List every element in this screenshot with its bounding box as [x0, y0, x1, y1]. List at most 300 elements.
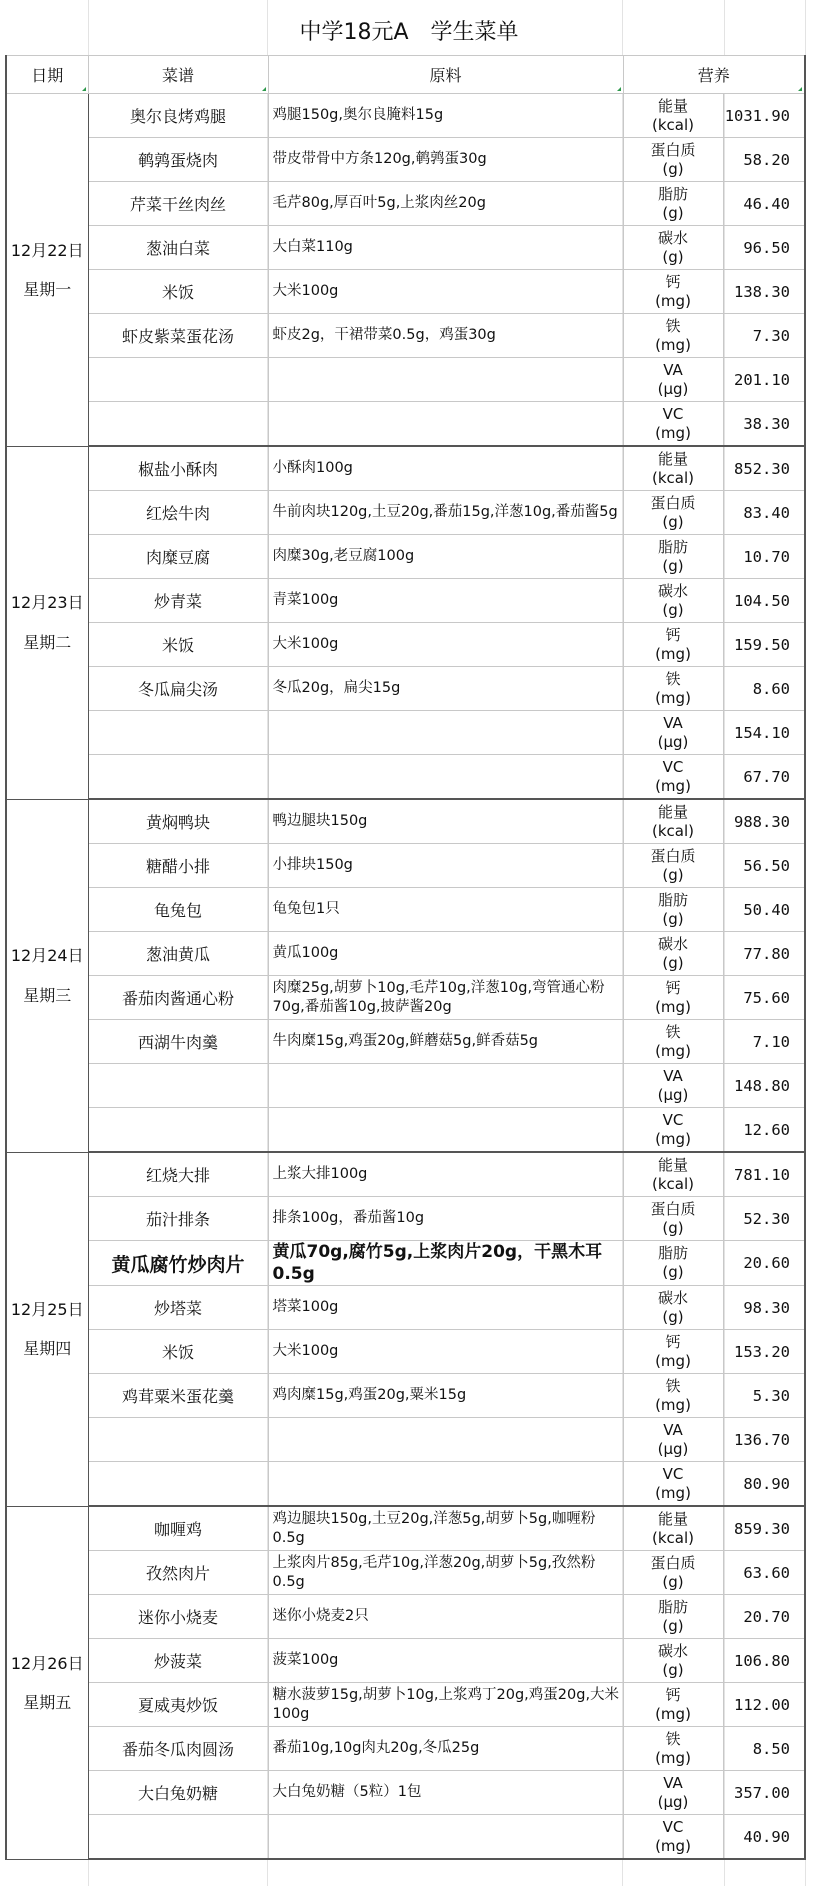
dish-cell[interactable]: 米饭 — [88, 270, 268, 314]
date-label: 12月26日 — [10, 1653, 84, 1673]
nutrient-value-cell[interactable]: 56.50 — [723, 844, 805, 888]
nutrient-label-cell[interactable] — [623, 535, 723, 579]
ingredient-cell[interactable]: 塔菜100g — [268, 1286, 623, 1330]
dish-cell[interactable] — [88, 1418, 268, 1462]
nutrient-value-cell[interactable]: 852.30 — [723, 446, 805, 491]
nutrient-label-cell[interactable] — [623, 579, 723, 623]
ingredient-cell[interactable]: 黄瓜100g — [268, 932, 623, 976]
ingredient-cell[interactable] — [268, 1462, 623, 1507]
nutrient-unit: (g) — [662, 1307, 684, 1326]
table-row — [6, 358, 805, 402]
nutrient-name: 碳水 — [657, 1288, 688, 1307]
nutrient-unit: (kcal) — [652, 115, 694, 134]
ingredient-cell[interactable] — [268, 1064, 623, 1108]
nutrient-value-cell[interactable]: 148.80 — [723, 1064, 805, 1108]
nutrient-unit: (g) — [662, 556, 684, 575]
nutrient-name: VA — [663, 1773, 683, 1792]
dish-cell[interactable] — [88, 755, 268, 800]
nutrient-unit: (μg) — [657, 732, 689, 751]
nutrient-label-cell[interactable] — [623, 1815, 723, 1860]
date-cell[interactable] — [6, 446, 88, 799]
table-row — [6, 623, 805, 667]
weekday-label: 星期四 — [23, 1339, 72, 1359]
ingredient-cell[interactable] — [268, 755, 623, 800]
ingredient-cell[interactable]: 牛前肉块120g,土豆20g,番茄15g,洋葱10g,番茄酱5g — [268, 491, 623, 535]
dish-cell[interactable]: 芹菜干丝肉丝 — [88, 182, 268, 226]
nutrient-value-cell[interactable]: 38.30 — [723, 402, 805, 447]
nutrient-name: 钙 — [665, 978, 681, 997]
nutrient-name: 钙 — [665, 625, 681, 644]
nutrient-name: 钙 — [665, 1332, 681, 1351]
date-cell[interactable] — [6, 1152, 88, 1506]
nutrient-name: VC — [662, 1817, 684, 1836]
date-label: 12月23日 — [10, 593, 84, 613]
nutrient-unit: (mg) — [655, 1483, 691, 1502]
nutrient-value-cell[interactable]: 104.50 — [723, 579, 805, 623]
ingredient-cell[interactable]: 鸭边腿块150g — [268, 799, 623, 844]
nutrient-label-cell[interactable] — [623, 182, 723, 226]
dish-cell[interactable]: 番茄冬瓜肉圆汤 — [88, 1727, 268, 1771]
ingredient-cell[interactable]: 小酥肉100g — [268, 446, 623, 491]
nutrient-value-cell[interactable]: 859.30 — [723, 1506, 805, 1551]
nutrient-unit: (g) — [662, 512, 684, 531]
date-label: 12月24日 — [10, 946, 84, 966]
nutrient-name: 能量 — [657, 449, 688, 468]
nutrient-value-cell[interactable]: 83.40 — [723, 491, 805, 535]
table-row — [6, 226, 805, 270]
dish-cell[interactable] — [88, 1064, 268, 1108]
dish-cell[interactable]: 咖喱鸡 — [88, 1506, 268, 1551]
nutrient-name: 蛋白质 — [650, 140, 696, 159]
dish-cell[interactable]: 炒青菜 — [88, 579, 268, 623]
ingredient-cell[interactable]: 小排块150g — [268, 844, 623, 888]
nutrient-unit: (mg) — [655, 1041, 691, 1060]
nutrient-value-cell[interactable]: 52.30 — [723, 1197, 805, 1241]
nutrient-value-cell[interactable]: 7.30 — [723, 314, 805, 358]
nutrient-unit: (mg) — [655, 688, 691, 707]
nutrient-label-cell[interactable] — [623, 1152, 723, 1197]
nutrient-unit: (g) — [662, 909, 684, 928]
nutrient-unit: (g) — [662, 159, 684, 178]
table-row — [6, 1639, 805, 1683]
table-row — [6, 1815, 805, 1860]
ingredient-cell[interactable]: 冬瓜20g，扁尖15g — [268, 667, 623, 711]
ingredient-cell[interactable]: 牛肉糜15g,鸡蛋20g,鲜蘑菇5g,鲜香菇5g — [268, 1020, 623, 1064]
ingredient-cell[interactable]: 虾皮2g，干裙带菜0.5g，鸡蛋30g — [268, 314, 623, 358]
header-dish[interactable]: 菜谱 — [88, 56, 268, 94]
nutrient-name: VC — [662, 1110, 684, 1129]
nutrient-name: VA — [663, 1420, 683, 1439]
nutrient-value-cell[interactable]: 781.10 — [723, 1152, 805, 1197]
nutrient-unit: (mg) — [655, 644, 691, 663]
table-row — [6, 1727, 805, 1771]
nutrient-name: 碳水 — [657, 228, 688, 247]
date-cell[interactable] — [6, 1506, 88, 1859]
nutrient-unit: (mg) — [655, 776, 691, 795]
nutrient-unit: (mg) — [655, 1351, 691, 1370]
ingredient-cell[interactable]: 鸡边腿块150g,土豆20g,洋葱5g,胡萝卜5g,咖喱粉0.5g — [268, 1506, 623, 1551]
table-row — [6, 1108, 805, 1153]
nutrient-name: VC — [662, 404, 684, 423]
ingredient-cell[interactable] — [268, 1815, 623, 1860]
nutrient-label-cell[interactable] — [623, 1595, 723, 1639]
nutrient-label-cell[interactable] — [623, 446, 723, 491]
nutrient-unit: (μg) — [657, 1085, 689, 1104]
nutrient-name: 铁 — [665, 669, 681, 688]
ingredient-cell[interactable]: 肉糜25g,胡萝卜10g,毛芹10g,洋葱10g,弯管通心粉70g,番茄酱10g,披萨酱20g — [268, 976, 623, 1020]
nutrient-unit: (mg) — [655, 335, 691, 354]
nutrient-label-cell[interactable] — [623, 667, 723, 711]
table-row — [6, 976, 805, 1020]
table-row — [6, 711, 805, 755]
nutrient-label-cell[interactable] — [623, 799, 723, 844]
table-row — [6, 402, 805, 447]
nutrient-unit: (kcal) — [652, 1528, 694, 1547]
table-row — [6, 1064, 805, 1108]
filter-marker-icon — [262, 87, 266, 91]
dish-cell[interactable]: 葱油白菜 — [88, 226, 268, 270]
table-row — [6, 844, 805, 888]
ingredient-cell[interactable]: 大米100g — [268, 270, 623, 314]
nutrient-value-cell[interactable]: 10.70 — [723, 535, 805, 579]
table-row — [6, 1595, 805, 1639]
nutrient-name: 钙 — [665, 1685, 681, 1704]
nutrient-value-cell[interactable]: 7.10 — [723, 1020, 805, 1064]
nutrient-name: 蛋白质 — [650, 846, 696, 865]
nutrient-value-cell[interactable]: 112.00 — [723, 1683, 805, 1727]
ingredient-cell[interactable]: 番茄10g,10g肉丸20g,冬瓜25g — [268, 1727, 623, 1771]
dish-cell[interactable]: 米饭 — [88, 1330, 268, 1374]
table-row — [6, 799, 805, 844]
table-row — [6, 1462, 805, 1507]
weekday-label: 星期三 — [23, 985, 72, 1005]
nutrient-label-cell[interactable] — [623, 1506, 723, 1551]
dish-cell[interactable]: 米饭 — [88, 623, 268, 667]
table-row — [6, 579, 805, 623]
nutrient-unit: (kcal) — [652, 468, 694, 487]
ingredient-cell[interactable]: 龟兔包1只 — [268, 888, 623, 932]
nutrient-label-cell[interactable] — [623, 1330, 723, 1374]
dish-cell[interactable]: 炒塔菜 — [88, 1286, 268, 1330]
nutrient-name: 铁 — [665, 1729, 681, 1748]
nutrient-value-cell[interactable]: 201.10 — [723, 358, 805, 402]
dish-cell[interactable]: 孜然肉片 — [88, 1551, 268, 1595]
nutrient-label-cell[interactable] — [623, 1418, 723, 1462]
nutrient-value-cell[interactable]: 40.90 — [723, 1815, 805, 1860]
nutrient-label-cell[interactable] — [623, 94, 723, 138]
nutrient-label-cell[interactable] — [623, 1108, 723, 1153]
ingredient-cell[interactable] — [268, 358, 623, 402]
ingredient-cell[interactable]: 上浆大排100g — [268, 1152, 623, 1197]
nutrient-value-cell[interactable]: 75.60 — [723, 976, 805, 1020]
dish-cell[interactable] — [88, 1815, 268, 1860]
date-cell[interactable] — [6, 799, 88, 1152]
nutrient-label-cell[interactable] — [623, 1241, 723, 1286]
nutrient-label-cell[interactable] — [623, 711, 723, 755]
nutrient-value-cell[interactable]: 58.20 — [723, 138, 805, 182]
nutrient-unit: (mg) — [655, 423, 691, 442]
nutrient-value-cell[interactable]: 63.60 — [723, 1551, 805, 1595]
nutrient-unit: (mg) — [655, 291, 691, 310]
ingredient-cell[interactable]: 大米100g — [268, 1330, 623, 1374]
ingredient-cell[interactable]: 大米100g — [268, 623, 623, 667]
dish-cell[interactable]: 黄焖鸭块 — [88, 799, 268, 844]
table-row — [6, 932, 805, 976]
nutrient-unit: (μg) — [657, 1439, 689, 1458]
dish-cell[interactable]: 大白兔奶糖 — [88, 1771, 268, 1815]
ingredient-cell[interactable]: 青菜100g — [268, 579, 623, 623]
nutrient-label-cell[interactable] — [623, 1374, 723, 1418]
nutrient-label-cell[interactable] — [623, 358, 723, 402]
nutrient-label-cell[interactable] — [623, 1064, 723, 1108]
table-row — [6, 1374, 805, 1418]
nutrient-name: 铁 — [665, 316, 681, 335]
table-row — [6, 1020, 805, 1064]
table-row — [6, 1506, 805, 1551]
dish-cell[interactable]: 虾皮紫菜蛋花汤 — [88, 314, 268, 358]
nutrient-value-cell[interactable]: 67.70 — [723, 755, 805, 800]
dish-cell[interactable] — [88, 1108, 268, 1153]
dish-cell[interactable]: 黄瓜腐竹炒肉片 — [88, 1241, 268, 1286]
dish-cell[interactable] — [88, 358, 268, 402]
nutrient-unit: (mg) — [655, 1748, 691, 1767]
dish-cell[interactable]: 龟兔包 — [88, 888, 268, 932]
nutrient-value-cell[interactable]: 1031.90 — [723, 94, 805, 138]
nutrient-unit: (mg) — [655, 997, 691, 1016]
nutrient-name: 能量 — [657, 1155, 688, 1174]
weekday-label: 星期一 — [23, 279, 72, 299]
ingredient-cell[interactable] — [268, 402, 623, 447]
ingredient-cell[interactable]: 糖水菠萝15g,胡萝卜10g,上浆鸡丁20g,鸡蛋20g,大米100g — [268, 1683, 623, 1727]
nutrient-value-cell[interactable]: 988.30 — [723, 799, 805, 844]
table-row — [6, 1683, 805, 1727]
table-row — [6, 1418, 805, 1462]
header-ingredients[interactable]: 原料 — [268, 56, 623, 94]
nutrient-label-cell[interactable] — [623, 1727, 723, 1771]
nutrient-label-cell[interactable] — [623, 1462, 723, 1507]
nutrient-name: 能量 — [657, 802, 688, 821]
nutrient-value-cell[interactable]: 98.30 — [723, 1286, 805, 1330]
nutrient-name: VA — [663, 360, 683, 379]
table-row — [6, 888, 805, 932]
dish-cell[interactable]: 西湖牛肉羹 — [88, 1020, 268, 1064]
date-label: 12月25日 — [10, 1299, 84, 1319]
ingredient-cell[interactable]: 迷你小烧麦2只 — [268, 1595, 623, 1639]
nutrient-name: 脂肪 — [657, 1244, 688, 1263]
date-label: 12月22日 — [10, 240, 84, 260]
dish-cell[interactable]: 夏威夷炒饭 — [88, 1683, 268, 1727]
nutrient-unit: (g) — [662, 953, 684, 972]
table-row — [6, 314, 805, 358]
table-row — [6, 94, 805, 138]
nutrient-label-cell[interactable] — [623, 1020, 723, 1064]
nutrient-unit: (g) — [662, 1218, 684, 1237]
weekday-label: 星期五 — [23, 1692, 72, 1712]
table-row — [6, 138, 805, 182]
dish-cell[interactable]: 红烧大排 — [88, 1152, 268, 1197]
nutrient-label-cell[interactable] — [623, 402, 723, 447]
table-row — [6, 491, 805, 535]
nutrient-value-cell[interactable]: 8.50 — [723, 1727, 805, 1771]
ingredient-cell[interactable]: 带皮带骨中方条120g,鹌鹑蛋30g — [268, 138, 623, 182]
nutrient-name: 铁 — [665, 1022, 681, 1041]
nutrient-name: 钙 — [665, 272, 681, 291]
dish-cell[interactable]: 糖醋小排 — [88, 844, 268, 888]
date-cell[interactable] — [6, 94, 88, 447]
table-row — [6, 1330, 805, 1374]
nutrient-unit: (g) — [662, 1616, 684, 1635]
nutrient-name: 蛋白质 — [650, 493, 696, 512]
nutrient-name: 脂肪 — [657, 1597, 688, 1616]
nutrient-unit: (g) — [662, 1572, 684, 1591]
nutrient-name: 铁 — [665, 1376, 681, 1395]
nutrient-label-cell[interactable] — [623, 226, 723, 270]
table-row — [6, 535, 805, 579]
table-row — [6, 1286, 805, 1330]
nutrient-label-cell[interactable] — [623, 623, 723, 667]
nutrient-label-cell[interactable] — [623, 1639, 723, 1683]
nutrient-label-cell[interactable] — [623, 1551, 723, 1595]
nutrient-value-cell[interactable]: 20.70 — [723, 1595, 805, 1639]
nutrient-value-cell[interactable]: 154.10 — [723, 711, 805, 755]
ingredient-cell[interactable] — [268, 1108, 623, 1153]
nutrient-name: 蛋白质 — [650, 1553, 696, 1572]
ingredient-cell[interactable]: 鸡腿150g,奥尔良腌料15g — [268, 94, 623, 138]
dish-cell[interactable]: 炒菠菜 — [88, 1639, 268, 1683]
nutrient-unit: (g) — [662, 1660, 684, 1679]
table-row — [6, 1771, 805, 1815]
nutrient-name: 能量 — [657, 1509, 688, 1528]
nutrient-name: 脂肪 — [657, 890, 688, 909]
filter-marker-icon — [82, 87, 86, 91]
nutrient-label-cell[interactable] — [623, 270, 723, 314]
nutrient-label-cell[interactable] — [623, 844, 723, 888]
nutrient-value-cell[interactable]: 5.30 — [723, 1374, 805, 1418]
nutrient-unit: (μg) — [657, 1792, 689, 1811]
ingredient-cell[interactable]: 肉糜30g,老豆腐100g — [268, 535, 623, 579]
nutrient-label-cell[interactable] — [623, 491, 723, 535]
table-row — [6, 270, 805, 314]
table-row — [6, 1241, 805, 1286]
nutrient-label-cell[interactable] — [623, 1286, 723, 1330]
nutrient-label-cell[interactable] — [623, 755, 723, 800]
dish-cell[interactable]: 鹌鹑蛋烧肉 — [88, 138, 268, 182]
ingredient-cell[interactable] — [268, 1418, 623, 1462]
dish-cell[interactable]: 肉糜豆腐 — [88, 535, 268, 579]
table-row — [6, 1551, 805, 1595]
nutrient-value-cell[interactable]: 77.80 — [723, 932, 805, 976]
ingredient-cell[interactable]: 鸡肉糜15g,鸡蛋20g,粟米15g — [268, 1374, 623, 1418]
menu-table — [5, 55, 806, 1860]
nutrient-name: 蛋白质 — [650, 1199, 696, 1218]
ingredient-cell[interactable]: 黄瓜70g,腐竹5g,上浆肉片20g，干黑木耳0.5g — [268, 1241, 623, 1286]
nutrient-value-cell[interactable]: 46.40 — [723, 182, 805, 226]
dish-cell[interactable]: 茄汁排条 — [88, 1197, 268, 1241]
nutrient-value-cell[interactable]: 138.30 — [723, 270, 805, 314]
header-row — [6, 56, 805, 94]
filter-marker-icon — [617, 87, 621, 91]
nutrient-unit: (kcal) — [652, 821, 694, 840]
nutrient-unit: (g) — [662, 865, 684, 884]
ingredient-cell[interactable]: 毛芹80g,厚百叶5g,上浆肉丝20g — [268, 182, 623, 226]
dish-cell[interactable]: 冬瓜扁尖汤 — [88, 667, 268, 711]
dish-cell[interactable]: 红烩牛肉 — [88, 491, 268, 535]
dish-cell[interactable] — [88, 711, 268, 755]
table-row — [6, 1197, 805, 1241]
nutrient-unit: (g) — [662, 247, 684, 266]
header-nutrition[interactable]: 营养 — [623, 56, 805, 94]
nutrient-value-cell[interactable]: 159.50 — [723, 623, 805, 667]
nutrient-name: 碳水 — [657, 581, 688, 600]
nutrient-label-cell[interactable] — [623, 976, 723, 1020]
weekday-label: 星期二 — [23, 632, 72, 652]
nutrient-name: VC — [662, 1464, 684, 1483]
nutrient-name: 脂肪 — [657, 537, 688, 556]
nutrient-label-cell[interactable] — [623, 932, 723, 976]
nutrient-value-cell[interactable]: 357.00 — [723, 1771, 805, 1815]
header-date[interactable]: 日期 — [6, 56, 88, 94]
table-row — [6, 667, 805, 711]
nutrient-unit: (mg) — [655, 1836, 691, 1855]
nutrient-value-cell[interactable]: 80.90 — [723, 1462, 805, 1507]
nutrient-value-cell[interactable]: 20.60 — [723, 1241, 805, 1286]
nutrient-label-cell[interactable] — [623, 314, 723, 358]
dish-cell[interactable]: 迷你小烧麦 — [88, 1595, 268, 1639]
dish-cell[interactable]: 鸡茸粟米蛋花羹 — [88, 1374, 268, 1418]
dish-cell[interactable]: 番茄肉酱通心粉 — [88, 976, 268, 1020]
nutrient-value-cell[interactable]: 50.40 — [723, 888, 805, 932]
nutrient-label-cell[interactable] — [623, 1197, 723, 1241]
nutrient-value-cell[interactable]: 12.60 — [723, 1108, 805, 1153]
nutrient-name: VA — [663, 1066, 683, 1085]
nutrient-value-cell[interactable]: 96.50 — [723, 226, 805, 270]
nutrient-value-cell[interactable]: 106.80 — [723, 1639, 805, 1683]
dish-cell[interactable] — [88, 402, 268, 447]
nutrient-unit: (kcal) — [652, 1174, 694, 1193]
dish-cell[interactable] — [88, 1462, 268, 1507]
table-row — [6, 1152, 805, 1197]
ingredient-cell[interactable]: 大白菜110g — [268, 226, 623, 270]
ingredient-cell[interactable]: 排条100g，番茄酱10g — [268, 1197, 623, 1241]
nutrient-name: 能量 — [657, 96, 688, 115]
nutrient-unit: (mg) — [655, 1704, 691, 1723]
dish-cell[interactable]: 奥尔良烤鸡腿 — [88, 94, 268, 138]
nutrient-value-cell[interactable]: 153.20 — [723, 1330, 805, 1374]
nutrient-value-cell[interactable]: 8.60 — [723, 667, 805, 711]
nutrient-unit: (mg) — [655, 1395, 691, 1414]
nutrient-label-cell[interactable] — [623, 888, 723, 932]
ingredient-cell[interactable]: 上浆肉片85g,毛芹10g,洋葱20g,胡萝卜5g,孜然粉0.5g — [268, 1551, 623, 1595]
nutrient-unit: (g) — [662, 600, 684, 619]
filter-marker-icon — [798, 87, 802, 91]
ingredient-cell[interactable]: 大白兔奶糖（5粒）1包 — [268, 1771, 623, 1815]
ingredient-cell[interactable] — [268, 711, 623, 755]
nutrient-name: 碳水 — [657, 1641, 688, 1660]
nutrient-label-cell[interactable] — [623, 1683, 723, 1727]
dish-cell[interactable]: 葱油黄瓜 — [88, 932, 268, 976]
nutrient-unit: (mg) — [655, 1129, 691, 1148]
nutrient-label-cell[interactable] — [623, 138, 723, 182]
nutrient-name: VA — [663, 713, 683, 732]
nutrient-unit: (μg) — [657, 379, 689, 398]
nutrient-value-cell[interactable]: 136.70 — [723, 1418, 805, 1462]
nutrient-unit: (g) — [662, 1263, 684, 1282]
dish-cell[interactable]: 椒盐小酥肉 — [88, 446, 268, 491]
ingredient-cell[interactable]: 菠菜100g — [268, 1639, 623, 1683]
page-title: 中学18元A 学生菜单 — [299, 19, 519, 45]
table-row — [6, 446, 805, 491]
nutrient-label-cell[interactable] — [623, 1771, 723, 1815]
